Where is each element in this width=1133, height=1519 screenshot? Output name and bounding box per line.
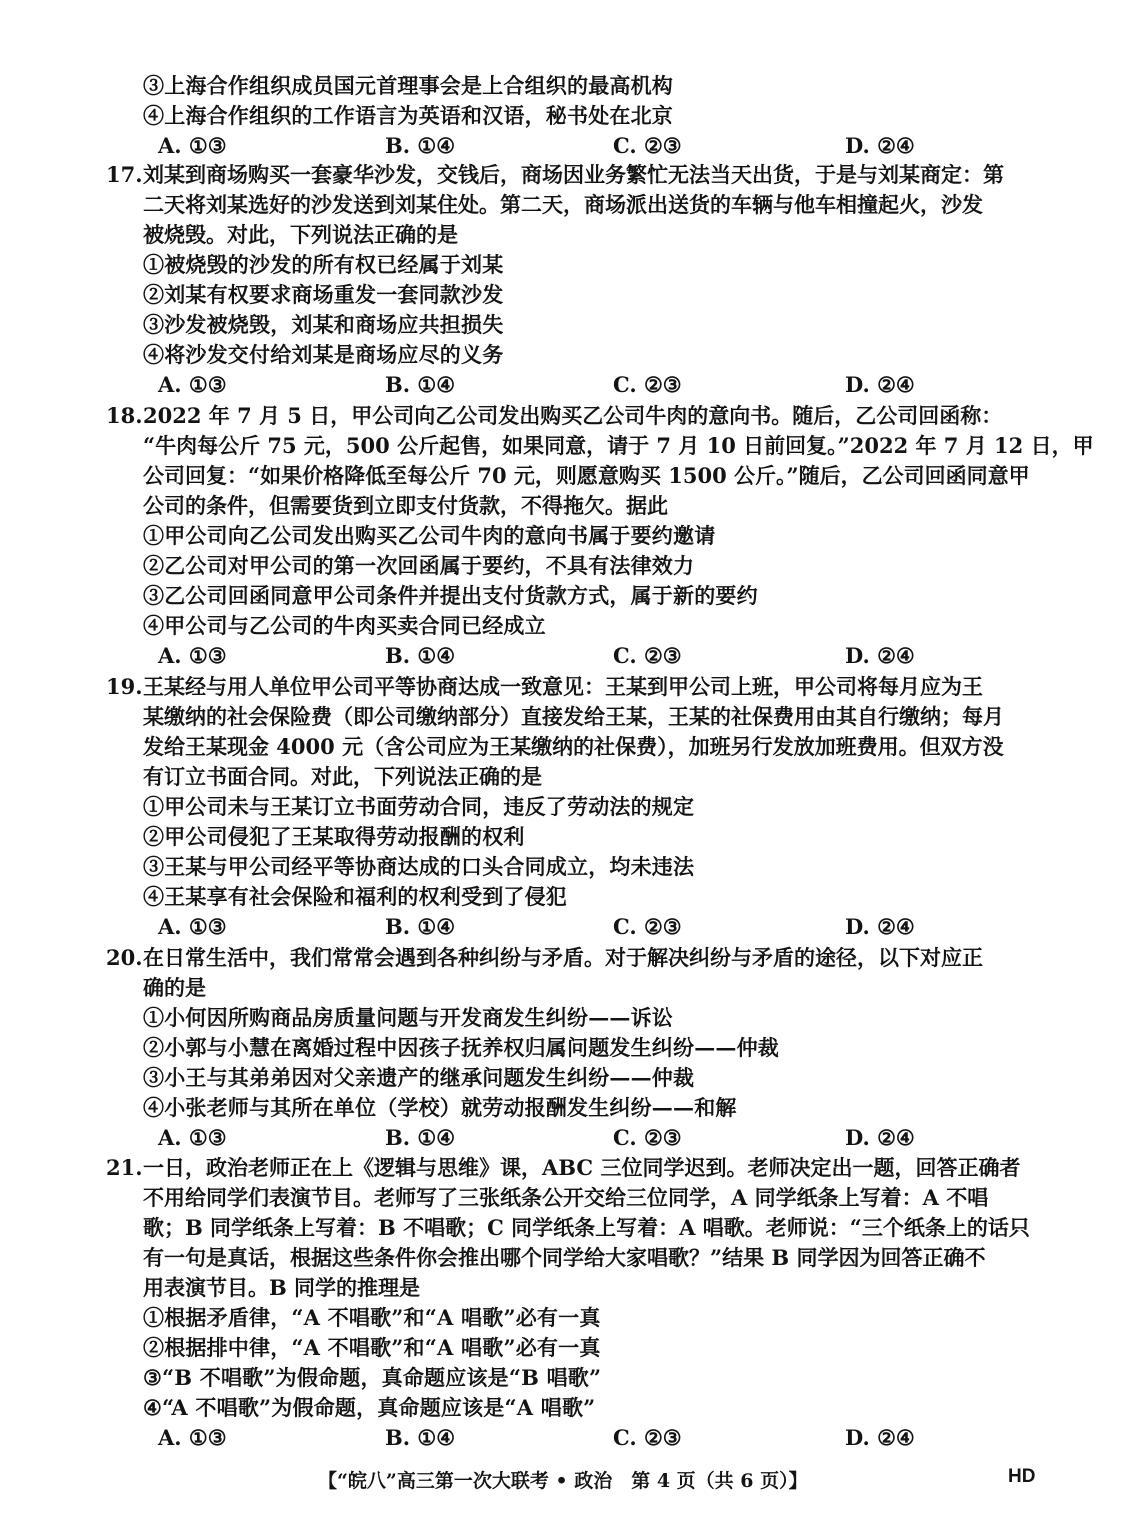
q20-option-b: B. ①④ xyxy=(385,1125,456,1150)
q19-option-a: A. ①③ xyxy=(158,914,227,939)
q18-item-3: ③乙公司回函同意甲公司条件并提出支付货款方式，属于新的要约 xyxy=(143,583,758,608)
q19-number: 19. xyxy=(106,674,143,699)
q20-stem-line: 在日常生活中，我们常常会遇到各种纠纷与矛盾。对于解决纠纷与矛盾的途径，以下对应正 xyxy=(143,945,983,970)
q21-item-2: ②根据排中律，“A 不唱歌”和“A 唱歌”必有一真 xyxy=(143,1335,601,1360)
q19-stem-line: 有订立书面合同。对此，下列说法正确的是 xyxy=(143,764,542,789)
q16-option-d: D. ②④ xyxy=(845,133,915,158)
q16-option-a: A. ①③ xyxy=(158,133,227,158)
q20-option-d: D. ②④ xyxy=(845,1125,915,1150)
q18-stem-line: “牛肉每公斤 75 元，500 公斤起售，如果同意，请于 7 月 10 日前回复。”2022 年 7 月 12 日，甲 xyxy=(143,433,1094,458)
q20-number: 20. xyxy=(106,945,143,970)
q19-option-c: C. ②③ xyxy=(613,914,682,939)
q20-item-1: ①小何因所购商品房质量问题与开发商发生纠纷——诉讼 xyxy=(143,1005,673,1030)
q21-number: 21. xyxy=(106,1155,143,1180)
q21-stem-line: 有一句是真话，根据这些条件你会推出哪个同学给大家唱歌？”结果 B 同学因为回答正确不 xyxy=(143,1245,986,1270)
q21-stem-line: 一日，政治老师正在上《逻辑与思维》课，ABC 三位同学迟到。老师决定出一题，回答正确者 xyxy=(143,1155,1021,1180)
q17-stem-line: 刘某到商场购买一套豪华沙发，交钱后，商场因业务繁忙无法当天出货，于是与刘某商定：第 xyxy=(143,162,1004,187)
q20-item-4: ④小张老师与其所在单位（学校）就劳动报酬发生纠纷——和解 xyxy=(143,1095,737,1120)
q18-option-a: A. ①③ xyxy=(158,643,227,668)
q16-option-b: B. ①④ xyxy=(385,133,456,158)
q21-item-3: ③“B 不唱歌”为假命题，真命题应该是“B 唱歌” xyxy=(143,1365,602,1390)
q17-option-c: C. ②③ xyxy=(613,372,682,397)
q21-item-4: ④“A 不唱歌”为假命题，真命题应该是“A 唱歌” xyxy=(143,1395,596,1420)
q21-option-c: C. ②③ xyxy=(613,1425,682,1450)
q19-item-1: ①甲公司未与王某订立书面劳动合同，违反了劳动法的规定 xyxy=(143,794,695,819)
q19-stem-line: 王某经与用人单位甲公司平等协商达成一致意见：王某到甲公司上班，甲公司将每月应为王 xyxy=(143,674,983,699)
q20-option-c: C. ②③ xyxy=(613,1125,682,1150)
page-footer: 【“皖八”高三第一次大联考 • 政治 第 4 页（共 6 页）】 xyxy=(318,1470,808,1492)
q17-option-b: B. ①④ xyxy=(385,372,456,397)
q21-option-d: D. ②④ xyxy=(845,1425,915,1450)
q17-number: 17. xyxy=(106,162,143,187)
q17-stem-line: 二天将刘某选好的沙发送到刘某住处。第二天，商场派出送货的车辆与他车相撞起火，沙发 xyxy=(143,192,983,217)
q21-option-a: A. ①③ xyxy=(158,1425,227,1450)
q18-stem-line: 公司回复：“如果价格降低至每公斤 70 元，则愿意购买 1500 公斤。”随后，乙公司回函同意甲 xyxy=(143,463,1030,488)
q17-option-a: A. ①③ xyxy=(158,372,227,397)
q18-stem-line: 2022 年 7 月 5 日，甲公司向乙公司发出购买乙公司牛肉的意向书。随后，乙公司回函称： xyxy=(143,403,1003,428)
q21-stem-line: 用表演节目。B 同学的推理是 xyxy=(143,1275,421,1300)
q19-stem-line: 发给王某现金 4000 元（含公司应为王某缴纳的社保费），加班另行发放加班费用。但双方没 xyxy=(143,734,1004,759)
q19-option-d: D. ②④ xyxy=(845,914,915,939)
q19-item-2: ②甲公司侵犯了王某取得劳动报酬的权利 xyxy=(143,824,525,849)
q19-item-4: ④王某享有社会保险和福利的权利受到了侵犯 xyxy=(143,884,567,909)
q18-option-c: C. ②③ xyxy=(613,643,682,668)
q18-item-1: ①甲公司向乙公司发出购买乙公司牛肉的意向书属于要约邀请 xyxy=(143,523,716,548)
q21-option-b: B. ①④ xyxy=(385,1425,456,1450)
q18-option-b: B. ①④ xyxy=(385,643,456,668)
q20-stem-line: 确的是 xyxy=(143,975,206,1000)
q19-option-b: B. ①④ xyxy=(385,914,456,939)
q16-item-3: ③上海合作组织成员国元首理事会是上合组织的最高机构 xyxy=(143,73,673,98)
q17-item-2: ②刘某有权要求商场重发一套同款沙发 xyxy=(143,282,504,307)
q17-option-d: D. ②④ xyxy=(845,372,915,397)
q19-item-3: ③王某与甲公司经平等协商达成的口头合同成立，均未违法 xyxy=(143,854,695,879)
q20-option-a: A. ①③ xyxy=(158,1125,227,1150)
q17-item-1: ①被烧毁的沙发的所有权已经属于刘某 xyxy=(143,252,504,277)
q16-item-4: ④上海合作组织的工作语言为英语和汉语，秘书处在北京 xyxy=(143,103,673,128)
q17-item-3: ③沙发被烧毁，刘某和商场应共担损失 xyxy=(143,312,504,337)
q19-stem-line: 某缴纳的社会保险费（即公司缴纳部分）直接发给王某，王某的社保费用由其自行缴纳；每月 xyxy=(143,704,1004,729)
q20-item-2: ②小郭与小慧在离婚过程中因孩子抚养权归属问题发生纠纷——仲裁 xyxy=(143,1035,779,1060)
q18-stem-line: 公司的条件，但需要货到立即支付货款，不得拖欠。据此 xyxy=(143,493,668,518)
q16-option-c: C. ②③ xyxy=(613,133,682,158)
q18-option-d: D. ②④ xyxy=(845,643,915,668)
q18-item-4: ④甲公司与乙公司的牛肉买卖合同已经成立 xyxy=(143,613,546,638)
q21-item-1: ①根据矛盾律，“A 不唱歌”和“A 唱歌”必有一真 xyxy=(143,1305,601,1330)
q21-stem-line: 歌；B 同学纸条上写着：B 不唱歌；C 同学纸条上写着：A 唱歌。老师说：“三个纸条上的话只 xyxy=(143,1215,1030,1240)
q17-stem-line: 被烧毁。对此，下列说法正确的是 xyxy=(143,222,458,247)
footer-code: HD xyxy=(1008,1466,1036,1487)
q20-item-3: ③小王与其弟弟因对父亲遗产的继承问题发生纠纷——仲裁 xyxy=(143,1065,695,1090)
q17-item-4: ④将沙发交付给刘某是商场应尽的义务 xyxy=(143,342,504,367)
q18-number: 18. xyxy=(106,403,143,428)
q18-item-2: ②乙公司对甲公司的第一次回函属于要约，不具有法律效力 xyxy=(143,553,695,578)
q21-stem-line: 不用给同学们表演节目。老师写了三张纸条公开交给三位同学，A 同学纸条上写着：A 不唱 xyxy=(143,1185,989,1210)
